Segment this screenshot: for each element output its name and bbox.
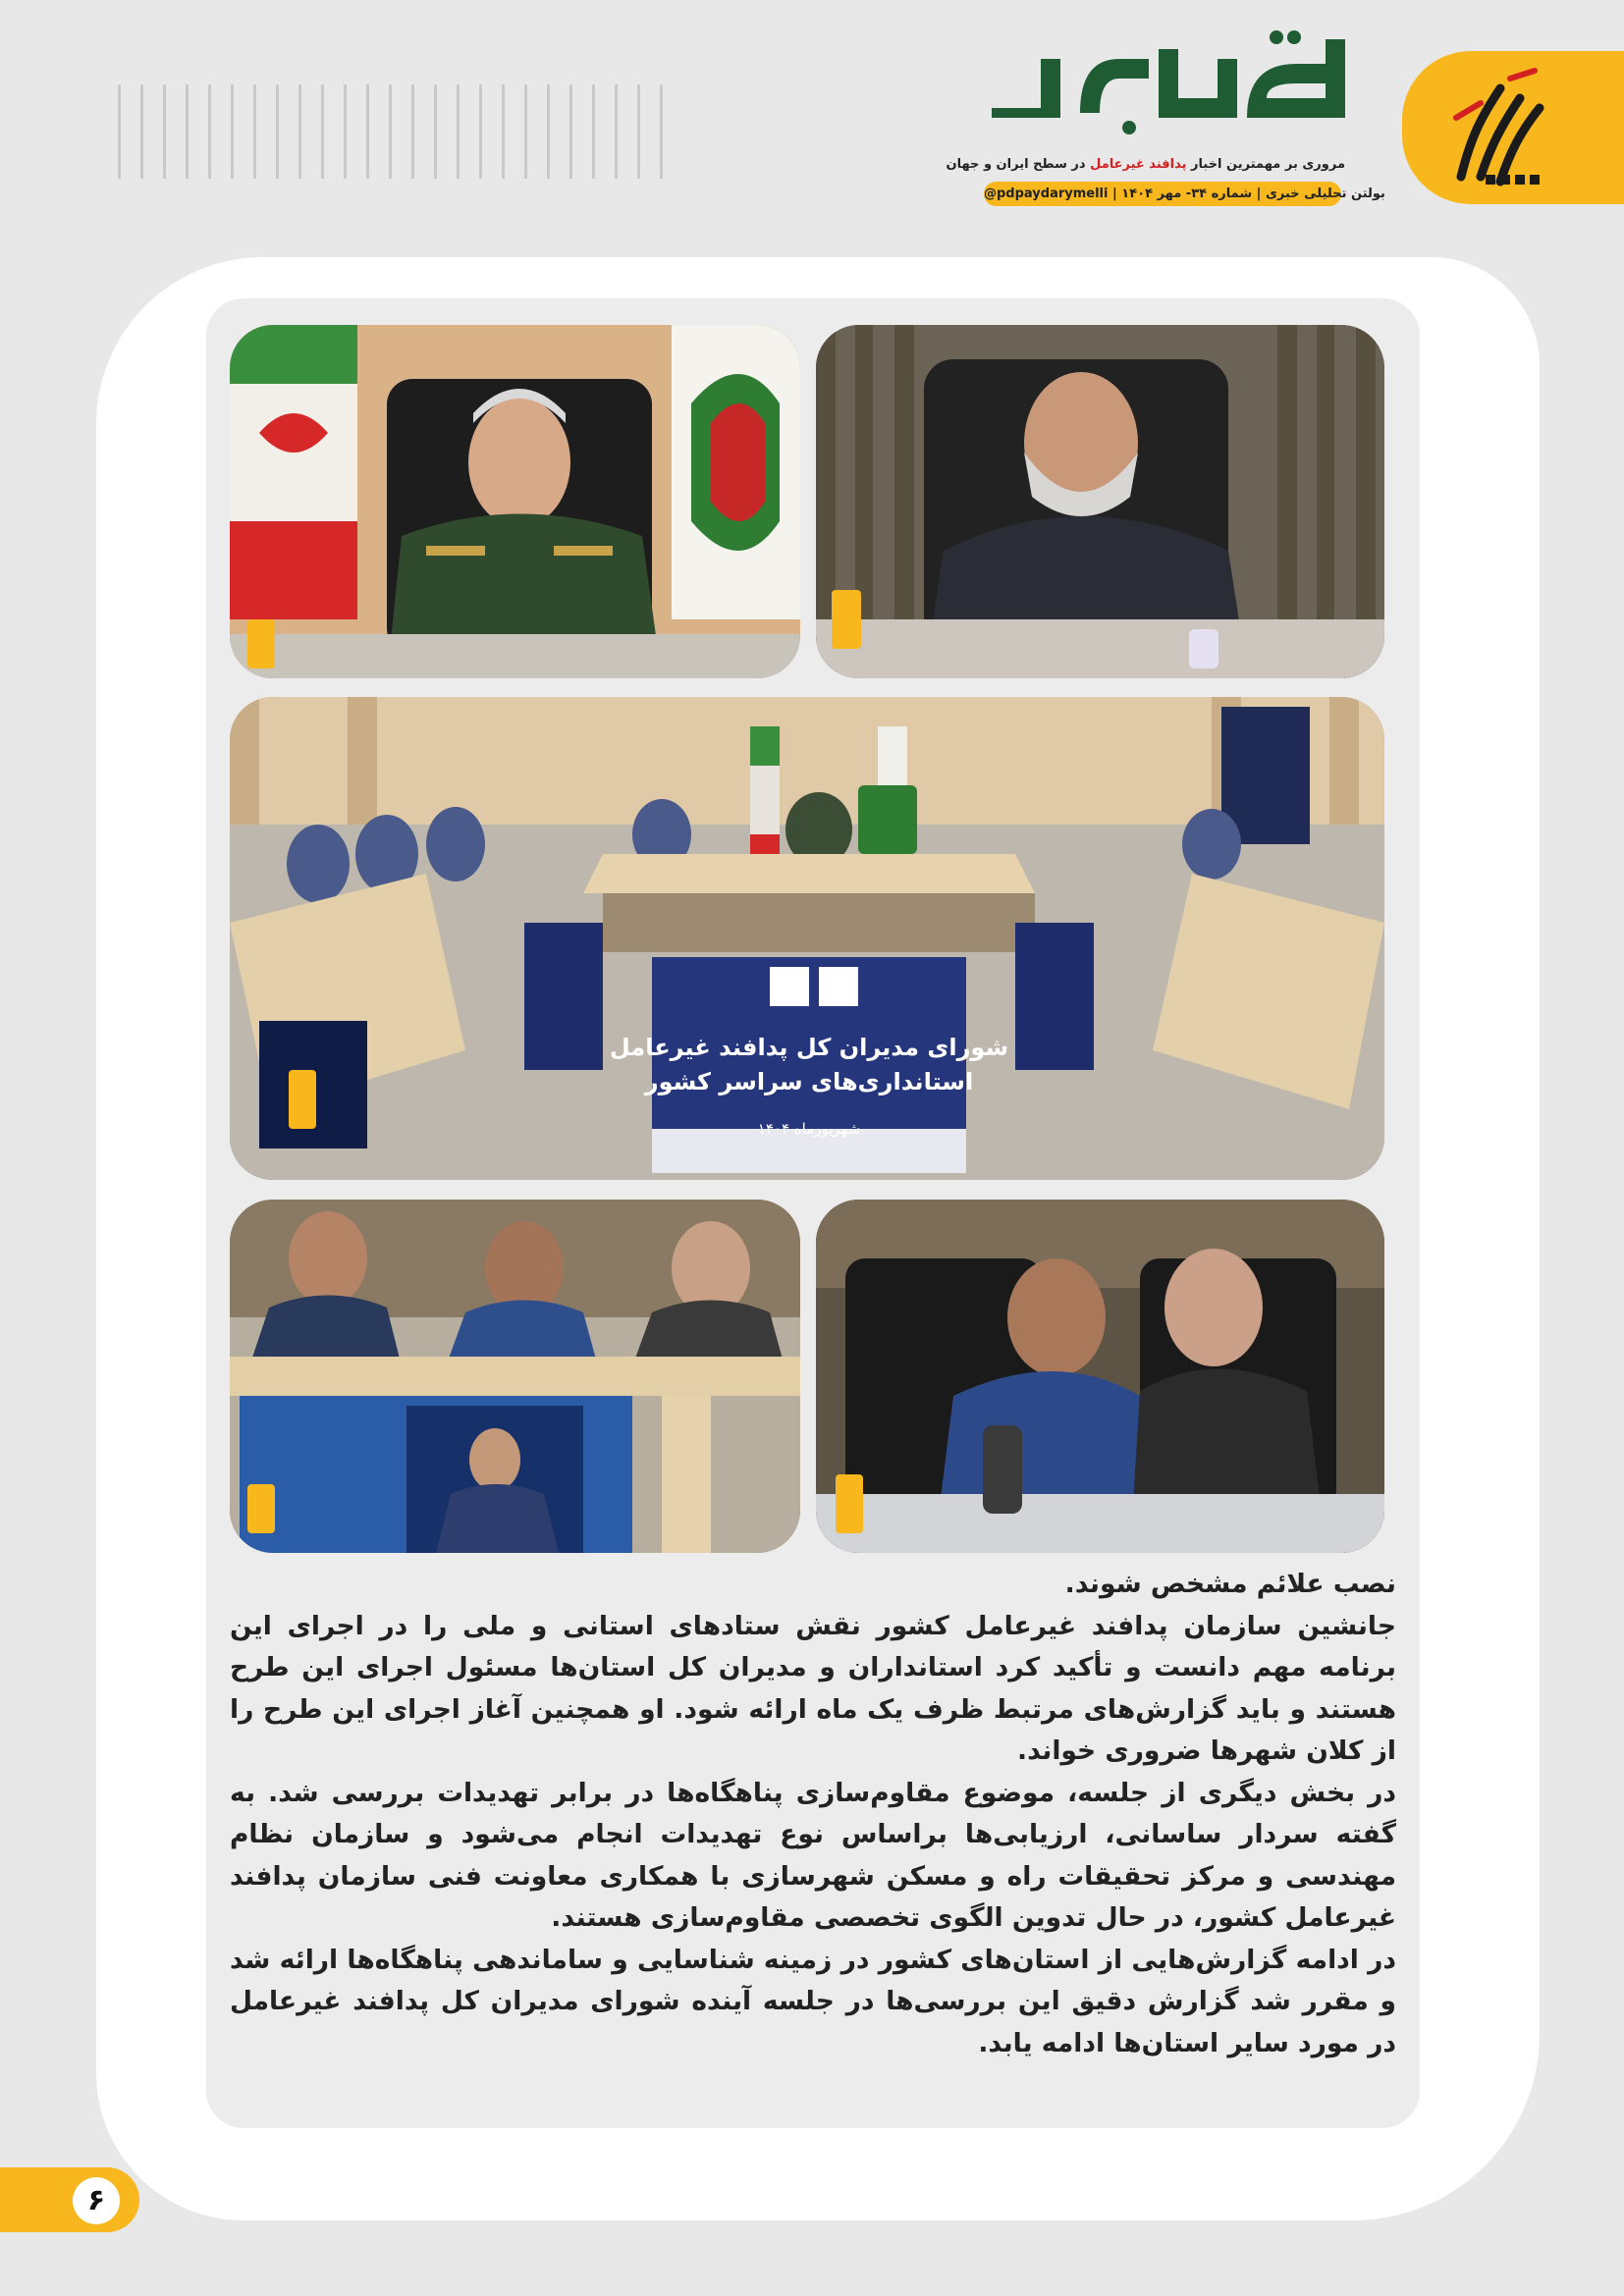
article-paragraph: در بخش دیگری از جلسه، موضوع مقاوم‌سازی پناهگاه‌ها در برابر تهدیدات بررسی شد. به گفته سردار ساسانی، ارزیابی‌ها براساس نوع تهدیدات انجام می‌شود و سازمان نظام مهندسی و مرکز تحقیقات راه و مسکن شهرسازی با همکاری معاونت فنی سازمان پدافند غیرعامل کشور، در حال تدوین الگوی تخصصی مقاوم‌سازی هستند. <box>230 1777 1396 1933</box>
brand-logo-mark <box>982 20 1353 137</box>
article-paragraph: جانشین سازمان پدافند غیرعامل کشور نقش ستادهای استانی و ملی را در اجرای این برنامه مهم دانست و تأکید کرد استانداران و مدیران کل استان‌ها مسئول اجرای این طرح هستند و باید گزارش‌های مرتبط ظرف یک ماه ارائه شود. او همچنین آغاز اجرای این طرح را از کلان شهرها ضروری خواند. <box>230 1610 1396 1766</box>
banner-line2: استانداری‌های سراسر کشور <box>644 1068 974 1095</box>
photo-row-attendees <box>230 1200 800 1553</box>
photo-two-attendees <box>816 1200 1384 1553</box>
publisher-logo-badge <box>1402 51 1624 204</box>
photo-official-suit <box>816 325 1384 678</box>
article-body <box>230 1564 1396 2064</box>
calligraphy-logo-icon <box>1441 59 1559 196</box>
issue-info: بولتن تحلیلی خبری | شماره ۳۴- مهر ۱۴۰۴ | <box>1112 187 1385 201</box>
tagline <box>946 157 1345 172</box>
page-header <box>0 0 1624 226</box>
banner-date: شهریورماه ۱۴۰۴ <box>757 1120 861 1138</box>
page-number: ۶ <box>73 2177 120 2224</box>
social-handle[interactable]: @pdpaydarymelli <box>984 187 1109 201</box>
article-paragraph: نصب علائم مشخص شوند. <box>1064 1569 1396 1599</box>
banner-line1: شورای مدیران کل پدافند غیرعامل <box>609 1034 1009 1061</box>
photo-meeting-hall <box>230 697 1384 1180</box>
tagline-highlight: پدافند غیرعامل <box>1090 157 1187 172</box>
decorative-dash-lines <box>118 84 663 179</box>
article-paragraph: در ادامه گزارش‌هایی از استان‌های کشور در زمینه شناسایی و ساماندهی پناهگاه‌ها ارائه شد و مقرر شد گزارش دقیق این بررسی‌ها در جلسه آینده شورای مدیران کل پدافند غیرعامل در مورد سایر استان‌ها ادامه یابد. <box>230 1944 1396 2058</box>
tagline-prefix: مروری بر مهمترین اخبار <box>1191 157 1345 172</box>
photo-general-uniform <box>230 325 800 678</box>
issue-info-bar <box>984 182 1385 206</box>
tagline-suffix: در سطح ایران و جهان <box>946 157 1086 172</box>
brand-logo <box>982 20 1353 137</box>
